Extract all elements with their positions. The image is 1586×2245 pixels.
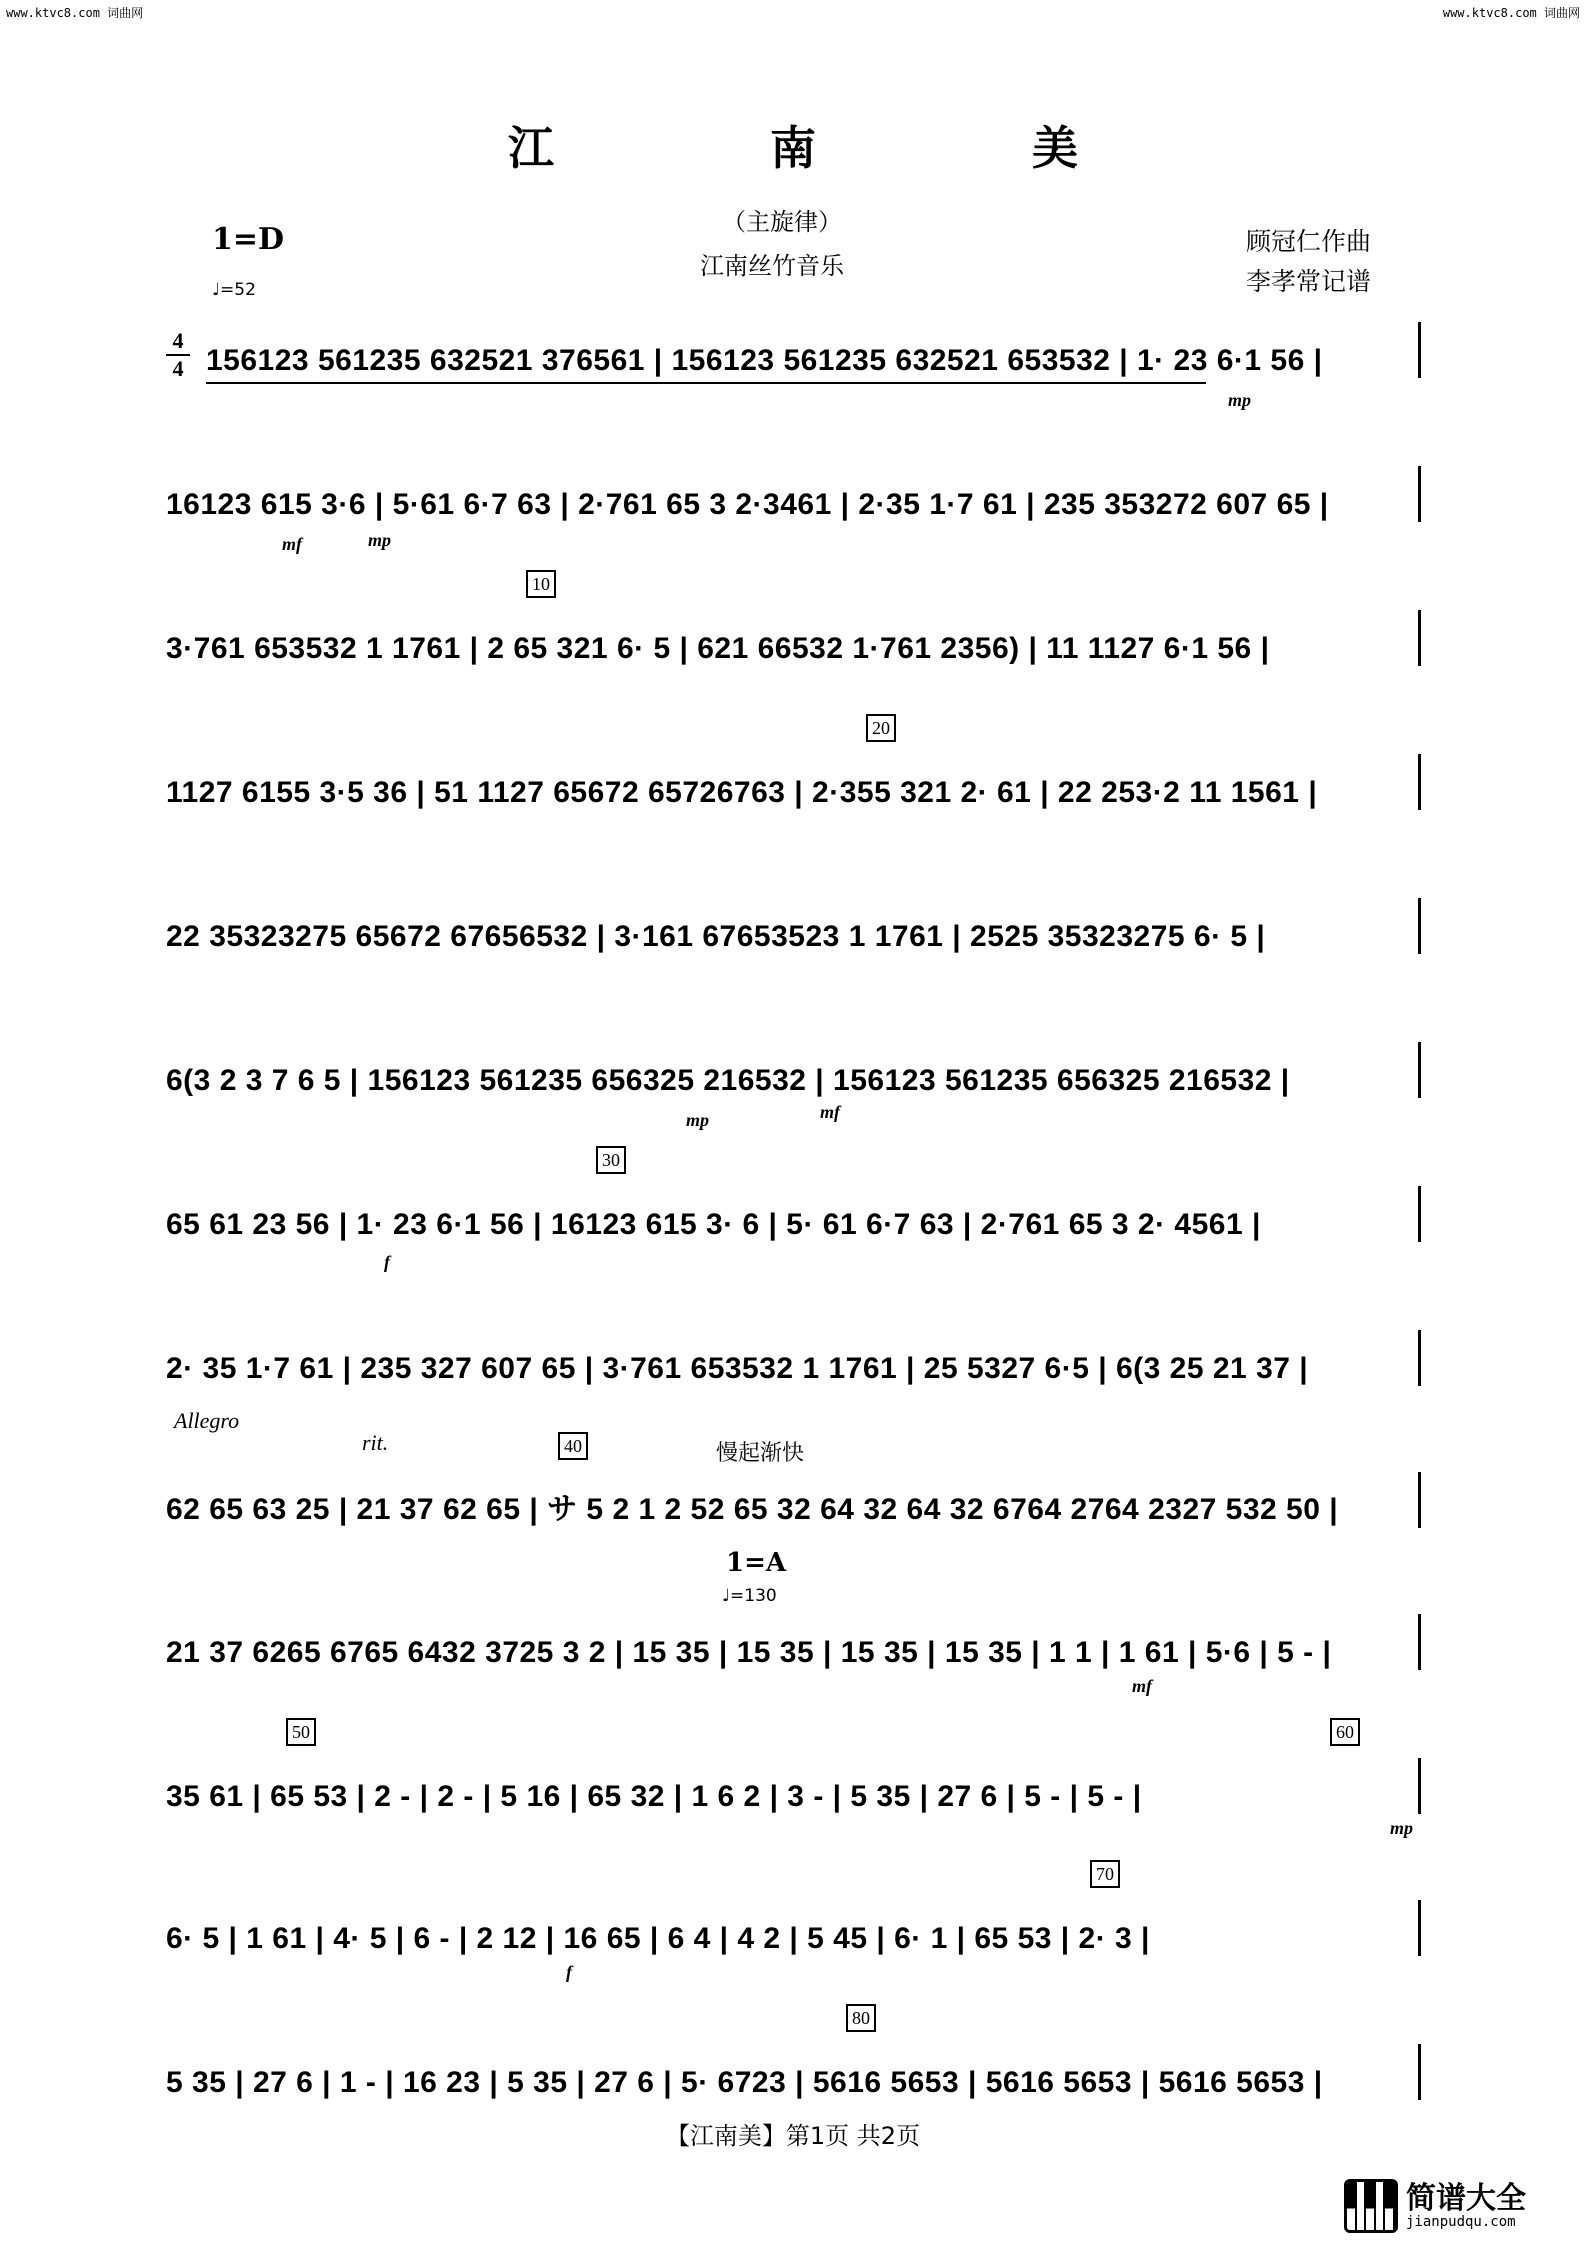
notation-line-13 [166,2044,1421,2100]
rehearsal-mark: 60 [1330,1718,1360,1746]
notation-text: 65 61 23 56 | 1· 23 6·1 56 | 16123 615 3· 6 | 5· 61 6·7 63 | 2·761 65 3 2· 4561 | [166,1208,1261,1241]
notation-line-1 [206,322,1421,378]
notation-line-2 [166,466,1421,522]
notation-line-8 [166,1330,1421,1386]
key-signature: 1=D [212,222,285,257]
rehearsal-mark: 80 [846,2004,876,2032]
dynamic-mark: mp [1228,390,1252,410]
composer: 顾冠仁作曲 [1246,227,1372,256]
tempo-instruction: 慢起渐快 [716,1441,805,1466]
dynamic-mark: f [566,1962,572,1982]
notation-text: 6(3 2 3 7 6 5 | 156123 561235 656325 216532 | 156123 561235 656325 216532 | [166,1064,1290,1097]
logo-text [1406,2182,1526,2230]
allegro-marking: Allegro [174,1408,240,1433]
dynamic-mark: f [384,1252,390,1272]
dynamic-mark: mf [1132,1676,1152,1696]
dynamic-mark: mp [368,530,392,550]
score-subtitle: （主旋律） [722,208,842,236]
time-signature-top: 4 [172,328,184,353]
rit-marking: rit. [362,1430,389,1455]
rehearsal-mark: 40 [558,1432,588,1460]
site-logo[interactable] [1344,2178,1564,2234]
site-watermark-right: www.ktvc8.com 词曲网 [1442,6,1580,20]
notation-text: 156123 561235 632521 376561 | 156123 561235 632521 653532 | 1· 23 6·1 56 | [206,344,1323,377]
notation-line-10 [166,1614,1421,1670]
notation-text: 1127 6155 3·5 36 | 51 1127 65672 65726763 | 2·355 321 2· 61 | 22 253·2 11 1561 | [166,776,1318,809]
notation-text: 3·761 653532 1 1761 | 2 65 321 6· 5 | 621 66532 1·761 2356) | 11 1127 6·1 56 | [166,632,1270,665]
transcriber: 李孝常记谱 [1246,267,1372,296]
notation-text: 21 37 6265 6765 6432 3725 3 2 | 15 35 | 15 35 | 15 35 | 15 35 | 1 1 | 1 61 | 5·6 | 5 - | [166,1636,1332,1669]
piano-keys-icon [1344,2179,1398,2233]
underline-beam [206,382,1206,384]
notation-text: 6· 5 | 1 61 | 4· 5 | 6 - | 2 12 | 16 65 | 6 4 | 4 2 | 5 45 | 6· 1 | 65 53 | 2· 3 | [166,1922,1150,1955]
time-signature-bottom: 4 [172,356,184,381]
notation-text: 62 65 63 25 | 21 37 62 65 | サ 5 2 1 2 52 65 32 64 32 64 32 6764 2764 2327 532 50 | [166,1493,1339,1526]
dynamic-mark: mp [1390,1818,1414,1838]
score-title: 江 南 美 [507,121,1179,175]
notation-line-12 [166,1900,1421,1956]
rehearsal-mark: 30 [596,1146,626,1174]
dynamic-mark: mf [820,1102,840,1122]
dynamic-mark: mp [686,1110,710,1130]
notation-text: 16123 615 3·6 | 5·61 6·7 63 | 2·761 65 3 2·3461 | 2·35 1·7 61 | 235 353272 607 65 | [166,488,1329,521]
notation-line-11 [166,1758,1421,1814]
rehearsal-mark: 20 [866,714,896,742]
rehearsal-mark: 10 [526,570,556,598]
notation-line-4 [166,754,1421,810]
time-signature [166,328,190,382]
notation-line-5 [166,898,1421,954]
page-footer: 【江南美】第1页 共2页 [665,2122,921,2150]
rehearsal-mark: 70 [1090,1860,1120,1888]
second-key-signature: 1=A [726,1548,787,1578]
tempo-marking: ♩=52 [212,280,256,300]
score-source: 江南丝竹音乐 [700,252,844,280]
notation-line-9 [166,1472,1421,1528]
notation-line-7 [166,1186,1421,1242]
dynamic-mark: mf [282,534,302,554]
logo-name: 简谱大全 [1406,2180,1526,2216]
site-watermark-left: www.ktvc8.com 词曲网 [6,6,144,20]
notation-text: 5 35 | 27 6 | 1 - | 16 23 | 5 35 | 27 6 | 5· 6723 | 5616 5653 | 5616 5653 | 5616 5653 | [166,2066,1323,2099]
logo-url: jianpudqu.com [1406,2213,1516,2230]
notation-line-3 [166,610,1421,666]
notation-text: 35 61 | 65 53 | 2 - | 2 - | 5 16 | 65 32 | 1 6 2 | 3 - | 5 35 | 27 6 | 5 - | 5 - | [166,1780,1142,1813]
notation-text: 22 35323275 65672 67656532 | 3·161 67653523 1 1761 | 2525 35323275 6· 5 | [166,920,1266,953]
second-tempo: ♩=130 [722,1586,777,1606]
notation-line-6 [166,1042,1421,1098]
rehearsal-mark: 50 [286,1718,316,1746]
notation-text: 2· 35 1·7 61 | 235 327 607 65 | 3·761 653532 1 1761 | 25 5327 6·5 | 6(3 25 21 37 | [166,1352,1309,1385]
